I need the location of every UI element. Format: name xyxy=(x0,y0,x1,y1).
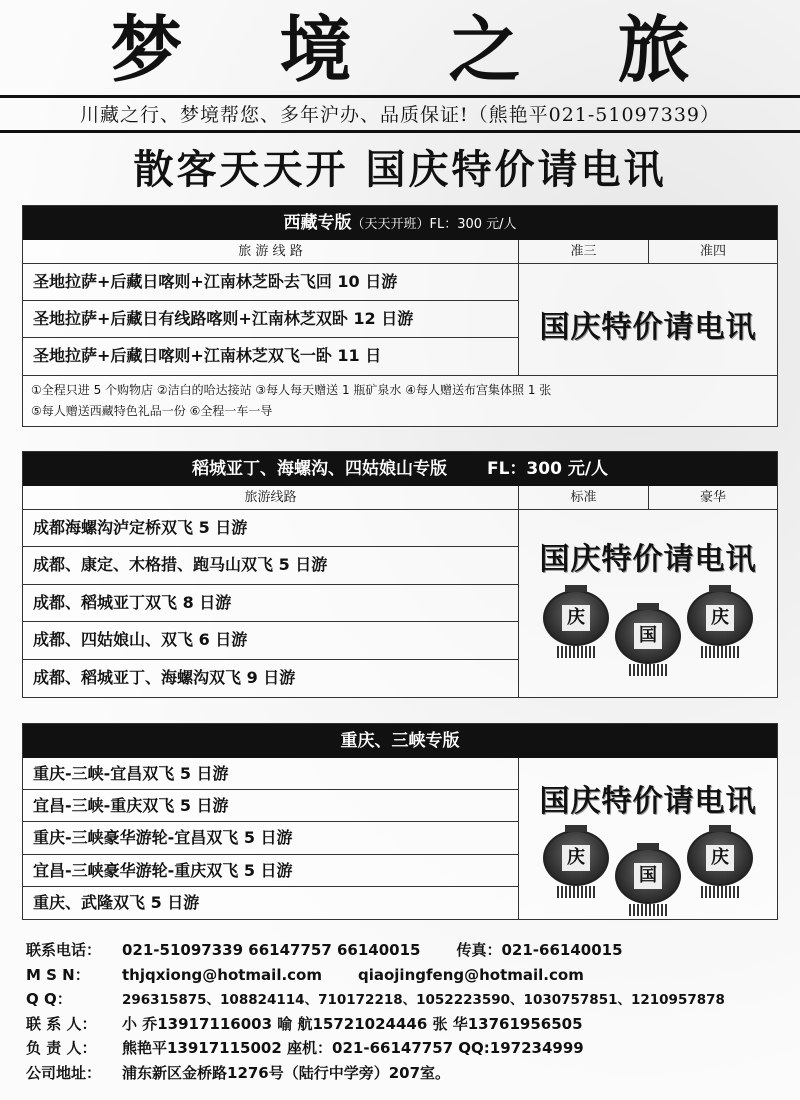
col-class-b: 豪华 xyxy=(699,490,726,505)
section-chongqing xyxy=(22,723,778,920)
address-label: 公司地址： xyxy=(26,1063,102,1082)
lantern-char: 国 xyxy=(634,623,662,649)
section-body xyxy=(23,758,777,919)
route-list xyxy=(23,510,519,697)
route-item: 成都、稻城亚丁、海螺沟双飞 9 日游 xyxy=(33,667,296,687)
lantern-icon xyxy=(615,608,681,664)
msn-label: M S N： xyxy=(26,965,90,984)
section-tibet xyxy=(22,205,778,427)
col-class-a: 准三 xyxy=(519,240,649,263)
contact-qq-row xyxy=(26,987,786,1012)
route-item: 宜昌-三峡-重庆双飞 5 日游 xyxy=(23,790,518,822)
column-headers xyxy=(23,240,777,264)
section-subtitle: （天天开班） xyxy=(351,217,430,232)
address: 浦东新区金桥路1276号（陆行中学旁）207室。 xyxy=(122,1063,451,1082)
person-label: 联 系 人： xyxy=(26,1014,97,1033)
section-title: 西藏专版 xyxy=(283,213,352,233)
lantern-char: 庆 xyxy=(706,605,734,631)
route-item: 宜昌-三峡豪华游轮-重庆双飞 5 日游 xyxy=(23,855,518,887)
notes xyxy=(23,375,777,426)
fl-price: FL：300 元/人 xyxy=(429,217,517,232)
contact-msn-row xyxy=(26,963,786,988)
section-header xyxy=(23,724,777,758)
lantern-group xyxy=(519,590,777,680)
phone-label: 联系电话： xyxy=(26,941,102,959)
promo-text: 国庆特价请电讯 xyxy=(539,310,757,345)
section-title: 重庆、三峡专版 xyxy=(340,731,460,751)
fax-label: 传真： xyxy=(456,941,502,959)
contact-block xyxy=(26,938,786,1085)
promo-text: 国庆特价请电讯 xyxy=(539,784,757,819)
contact-persons[interactable]: 小 乔13917116003 喻 航15721024446 张 华13761956505 xyxy=(122,1014,583,1033)
col-class-a: 标准 xyxy=(519,486,649,509)
promo-text: 国庆特价请电讯 xyxy=(539,542,757,577)
contact-phone-row xyxy=(26,938,786,963)
section-header xyxy=(23,206,777,240)
msn-address[interactable]: qiaojingfeng@hotmail.com xyxy=(357,965,584,984)
section-header xyxy=(23,452,777,486)
manager-label: 负 责 人： xyxy=(26,1039,97,1057)
note-line: ①全程只进 5 个购物店 ②洁白的哈达接站 ③每人每天赠送 1 瓶矿泉水 ④每人赠送布宫集体照 1 张 xyxy=(31,383,552,397)
column-headers xyxy=(23,486,777,510)
route-item: 成都、四姑娘山、双飞 6 日游 xyxy=(23,622,518,659)
promo-box xyxy=(519,510,777,697)
lantern-icon xyxy=(543,830,609,886)
section-body xyxy=(23,264,777,375)
lantern-char: 庆 xyxy=(706,845,734,871)
route-item: 成都、稻城亚丁双飞 8 日游 xyxy=(23,585,518,622)
route-item: 成都、康定、木格措、跑马山双飞 5 日游 xyxy=(23,547,518,584)
phone-numbers[interactable]: 021-51097339 66147757 66140015 xyxy=(122,941,421,959)
lantern-icon xyxy=(615,848,681,904)
route-item: 重庆-三峡豪华游轮-宜昌双飞 5 日游 xyxy=(23,822,518,854)
lantern-icon xyxy=(687,590,753,646)
route-item: 圣地拉萨+后藏日喀则+江南林芝卧去飞回 10 日游 xyxy=(23,264,518,301)
slogan: 川藏之行、梦境帮您、多年沪办、品质保证!（熊艳平021-51097339） xyxy=(79,104,721,126)
qq-numbers[interactable]: 296315875、108824114、710172218、1052223590、1030757851、1210957878 xyxy=(122,992,725,1008)
col-route: 旅 游 线 路 xyxy=(23,240,519,263)
fax-number[interactable]: 021-66140015 xyxy=(501,941,623,959)
msn-address[interactable]: thjqxiong@hotmail.com xyxy=(122,965,322,984)
route-item: 圣地拉萨+后藏日喀则+江南林芝双飞一卧 11 日 xyxy=(33,346,382,365)
headline: 散客天天开 国庆特价请电讯 xyxy=(133,147,667,193)
route-item: 圣地拉萨+后藏日有线路喀则+江南林芝双卧 12 日游 xyxy=(23,301,518,338)
section-body xyxy=(23,510,777,697)
divider xyxy=(0,130,800,133)
manager-info[interactable]: 熊艳平13917115002 座机：021-66147757 QQ:197234999 xyxy=(122,1039,584,1057)
lantern-char: 庆 xyxy=(562,845,590,871)
lantern-icon xyxy=(687,830,753,886)
lantern-char: 国 xyxy=(634,863,662,889)
route-item: 成都海螺沟泸定桥双飞 5 日游 xyxy=(23,510,518,547)
promo-box xyxy=(519,758,777,919)
route-item: 重庆、武隆双飞 5 日游 xyxy=(33,892,200,912)
section-daocheng xyxy=(22,451,778,698)
brand-title: 梦 境 之 旅 xyxy=(110,7,726,92)
col-class-b: 准四 xyxy=(699,244,726,259)
section-title: 稻城亚丁、海螺沟、四姑娘山专版 xyxy=(191,459,447,479)
lantern-char: 庆 xyxy=(562,605,590,631)
lantern-group xyxy=(519,830,777,920)
contact-person-row xyxy=(26,1012,786,1037)
qq-label: Q Q： xyxy=(26,990,72,1008)
fl-price: FL：300 元/人 xyxy=(486,459,609,479)
route-list xyxy=(23,264,519,375)
contact-manager-row xyxy=(26,1036,786,1061)
col-route: 旅游线路 xyxy=(23,486,519,509)
route-list xyxy=(23,758,519,919)
divider xyxy=(0,95,800,98)
contact-address-row xyxy=(26,1061,786,1086)
route-item: 重庆-三峡-宜昌双飞 5 日游 xyxy=(23,758,518,790)
note-line: ⑤每人赠送西藏特色礼品一份 ⑥全程一车一导 xyxy=(31,404,273,418)
lantern-icon xyxy=(543,590,609,646)
promo-box xyxy=(519,264,777,375)
